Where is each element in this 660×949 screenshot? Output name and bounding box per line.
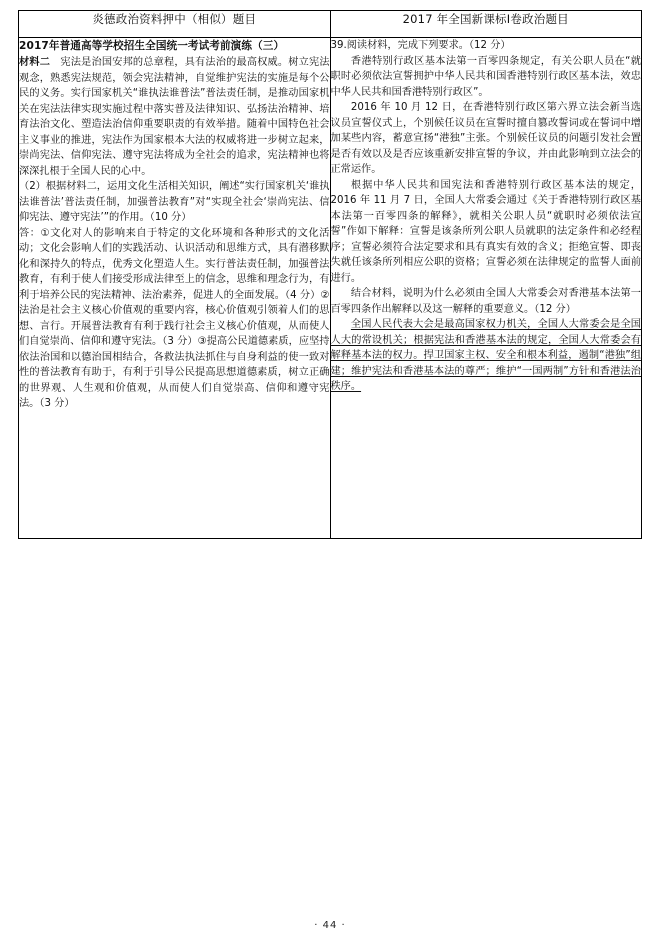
right-question-number: 39. (330, 40, 347, 51)
table-header-right: 2017 年全国新课标Ⅰ卷政治题目 (330, 11, 642, 38)
table-header-left: 炎德政治资料押中（相似）题目 (19, 11, 331, 38)
right-paragraph-3: 根据中华人民共和国宪法和香港特别行政区基本法的规定，2016 年 11 月 7 日，全国人大常委会通过《关于香港特别行政区基本法第一百零四条的解释》，就相关公职人员“就职时必须依法宣誓”作如下解释：宣誓是该条所列公职人员就职的法定条件和必经程序；宣誓必须符合法定要求和具有真实有效的含义；拒绝宣誓、即丧失就任该条所列相应公职的资格；宣誓必须在法律规定的监誓人面前进行。 (330, 179, 641, 284)
left-answer-text: ①文化对人的影响来自于特定的文化环境和各种形式的文化活动；文化会影响人们的实践活动、认识活动和思维方式，具有潜移默化和深持久的特点，优秀文化塑造人生。实行普法责任制，加强普法教育，有利于使人们接受形成法律至上的信念，思维和理念行为，有利于培养公民的宪法精神、法治素养，促进人的全面发展。（4 分）②法治是社会主义核心价值观的重要内容，核心价值观引领着人们的思想、言行。开展普法教育有利于践行社会主义核心价值观，从而使人们自觉崇尚、信仰和遵守宪法。（3 分）③提高公民道德素质，应坚持依法治国和以德治国相结合，各救法执法抓住与自身利益的使一致对性的普法教育有助于，有利于引导公民提高思想道德素质，树立正确的世界观、人生观和价值观，从而使人们自觉崇高、信仰和遵守宪法。（3 分） (19, 227, 330, 410)
right-paragraph-1: 香港特别行政区基本法第一百零四条规定，有关公职人员在“就职时必须依法宣誓拥护中华人民共和国香港特别行政区基本法，效忠中华人民共和国香港特别行政区”。 (330, 55, 641, 98)
page-number: · 44 · (314, 920, 346, 931)
left-answer (19, 226, 330, 412)
right-answer: 全国人民代表大会是最高国家权力机关，全国人大常委会是全国人大的常设机关；根据宪法和香港基本法的规定，全国人大常委会有解释基本法的权力。捍卫国家主权、安全和根本利益，遏制“港独”组建；维护宪法和香港基本法的尊严；维护“一国两制”方针和香港法治秩序。 (330, 319, 641, 392)
left-exam-title: 2017年普通高等学校招生全国统一考试考前演练（三） (19, 40, 285, 52)
table-body-row (19, 38, 642, 539)
table-header-row (19, 11, 642, 38)
left-material-text: 宪法是治国安邦的总章程，具有法治的最高权威。树立宪法观念，熟悉宪法规范，领会宪法精神，自觉维护宪法的实施是每个公民的义务。实行国家机关“谁执法谁普法”普法责任制，是推动国家机关在宪法法律实现实施过程中落实普及法律知识、弘扬法治精神、培育法治文化、塑造法治信仰重要职责的有效举措。随着中国特色社会主义事业的推进，宪法作为国家根本大法的权威将进一步树立起来，崇尚宪法、信仰宪法、遵守宪法将成为全社会的追求，宪法精神也将深深扎根于全国人民的心中。 (19, 57, 330, 177)
right-question-lead (331, 38, 642, 54)
right-question-lead-text: 阅读材料，完成下列要求。（12 分） (346, 40, 511, 51)
comparison-table (18, 10, 642, 539)
left-material-label: 材料二 (19, 57, 51, 69)
right-paragraph-4: 结合材料，说明为什么必须由全国人大常委会对香港基本法第一百零四条作出解释以及这一解释的重要意义。（12 分） (330, 288, 641, 315)
left-question: （2）根据材料二，运用文化生活相关知识，阐述“实行国家机关‘谁执法谁普法’普法责任制，加强普法教育”对“实现全社会‘崇尚宪法、信仰宪法、遵守宪法’”的作用。（10 分） (19, 181, 330, 224)
right-paragraph-2: 2016 年 10 月 12 日，在香港特别行政区第六界立法会新当选议员宣誓仪式上，个别候任议员在宣誓时擅自篡改誓词或在誓词中增加某些内容，蓄意宣扬“港独”主张。个别候任议员的问题引发社会置是否有效以及是否应该重新安排宣誓的争议，并由此影响到立法会的正常运作。 (330, 102, 641, 175)
right-column-content (330, 38, 642, 539)
left-answer-label: 答： (19, 227, 41, 239)
left-material-paragraph (19, 55, 330, 179)
left-column-content (19, 38, 331, 539)
